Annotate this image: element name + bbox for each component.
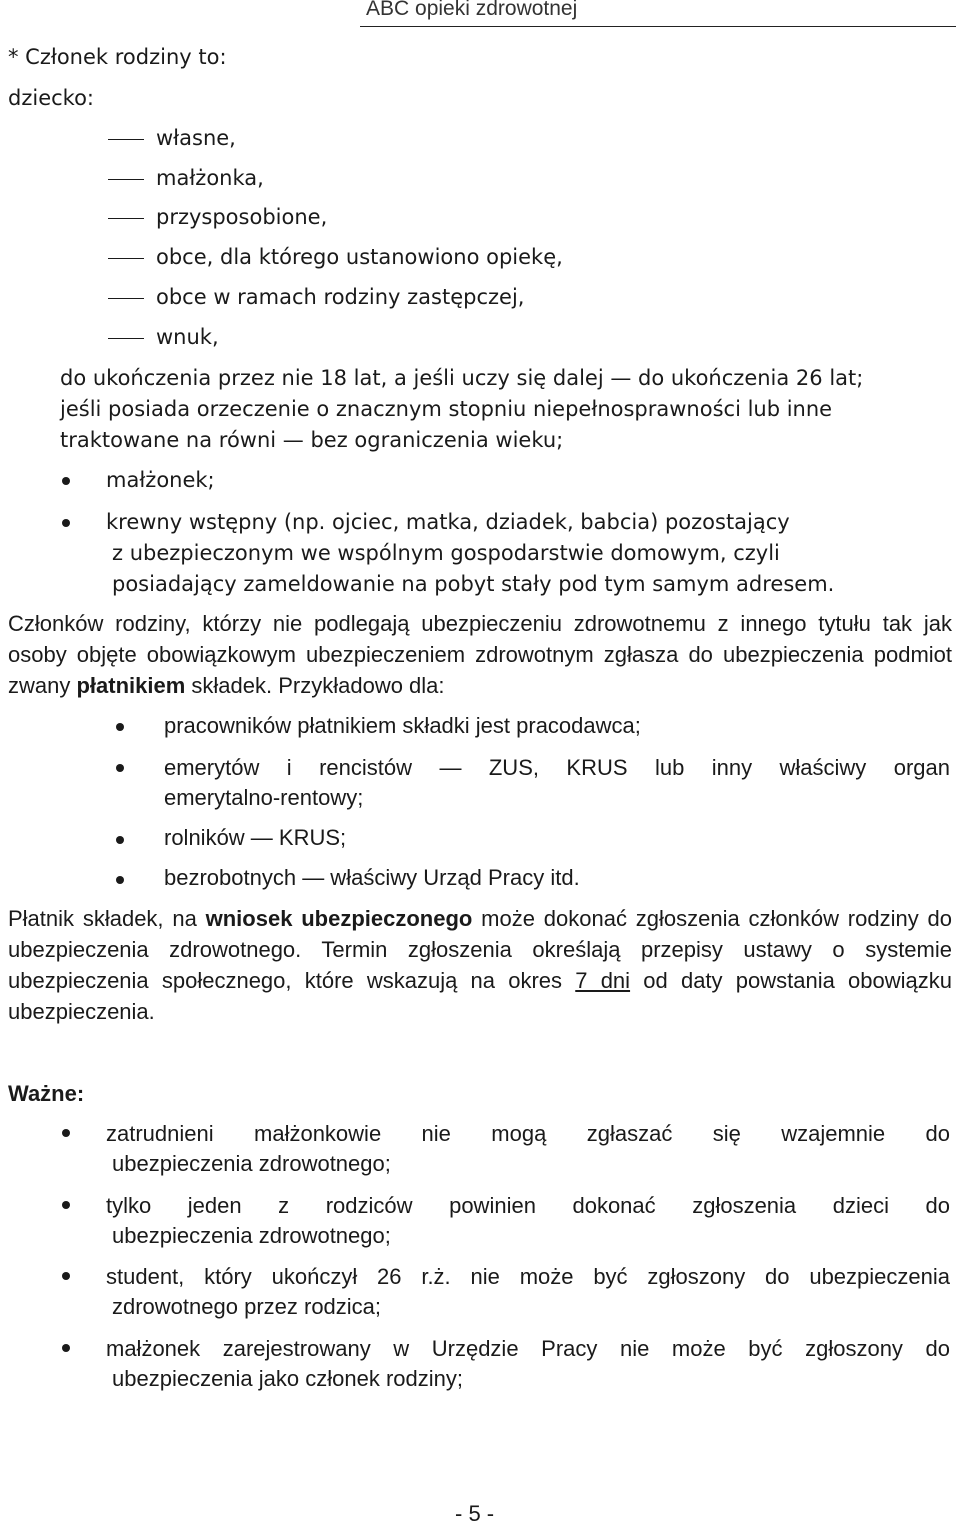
bullet-marker (116, 764, 124, 772)
dash-marker (108, 139, 144, 140)
bullet-marker (62, 1272, 70, 1280)
bullet-marker (62, 1129, 70, 1137)
deadline-paragraph (8, 903, 952, 1027)
paragraph-text: składek. Przykładowo dla: (185, 673, 445, 698)
request-term: wniosek ubezpieczonego (205, 906, 473, 931)
list-item-continued: emerytalno-rentowy; (164, 785, 364, 810)
dash-marker (108, 218, 144, 219)
bullet-marker (62, 519, 70, 527)
bullet-marker (116, 723, 124, 731)
age-text-line: do ukończenia przez nie 18 lat, a jeśli uczy się dalej — do ukończenia 26 lat; (60, 366, 864, 390)
important-heading: Ważne: (8, 1081, 85, 1106)
list-item: emerytów i rencistów — ZUS, KRUS lub inny właściwy organ (164, 755, 950, 780)
list-item: obce, dla którego ustanowiono opiekę, (156, 245, 563, 269)
child-label: dziecko: (8, 86, 94, 110)
list-item: zatrudnieni małżonkowie nie mogą zgłaszać się wzajemnie do (106, 1121, 950, 1146)
list-item: rolników — KRUS; (164, 825, 347, 850)
list-item: obce w ramach rodziny zastępczej, (156, 285, 525, 309)
header-title: ABC opieki zdrowotnej (366, 0, 578, 20)
page-header (360, 0, 956, 27)
dash-marker (108, 179, 144, 180)
list-item-continued: ubezpieczenia zdrowotnego; (112, 1151, 391, 1176)
age-text-line: jeśli posiada orzeczenie o znacznym stopniu niepełnosprawności lub inne (60, 397, 833, 421)
list-item: własne, (156, 126, 236, 150)
payer-paragraph (8, 608, 952, 701)
dash-marker (108, 338, 144, 339)
deadline-days: 7 dni (575, 968, 631, 993)
list-item: przysposobione, (156, 205, 328, 229)
paragraph-text: może dokonać zgłoszenia członków rodziny do ubezpieczenia zdrowotnego. Termin zgłoszenia określają przepisy ustawy o systemie ubezpieczenia społecznego, które wskazują na okres (8, 906, 952, 993)
age-text-line: traktowane na równi — bez ograniczenia wieku; (60, 428, 564, 452)
bullet-marker (116, 836, 124, 844)
payer-term: płatnikiem (76, 673, 186, 698)
list-item-continued: ubezpieczenia jako członek rodziny; (112, 1366, 463, 1391)
dash-marker (108, 258, 144, 259)
list-item-continued: zdrowotnego przez rodzica; (112, 1294, 382, 1319)
paragraph-text: Płatnik składek, na (8, 906, 206, 931)
bullet-marker (116, 876, 124, 884)
member-relative-line: krewny wstępny (np. ojciec, matka, dziadek, babcia) pozostający (106, 510, 790, 534)
list-item: pracowników płatnikiem składki jest pracodawca; (164, 713, 641, 738)
list-item: wnuk, (156, 325, 219, 349)
list-item-continued: ubezpieczenia zdrowotnego; (112, 1223, 391, 1248)
member-relative-line: z ubezpieczonym we wspólnym gospodarstwie domowym, czyli (112, 541, 780, 565)
page-number: - 5 - (455, 1501, 495, 1526)
member-relative-line: posiadający zameldowanie na pobyt stały pod tym samym adresem. (112, 572, 835, 596)
list-item: bezrobotnych — właściwy Urząd Pracy itd. (164, 865, 580, 890)
list-item: małżonek zarejestrowany w Urzędzie Pracy nie może być zgłoszony do (106, 1336, 950, 1361)
bullet-marker (62, 477, 70, 485)
list-item: małżonka, (156, 166, 264, 190)
dash-marker (108, 298, 144, 299)
bullet-marker (62, 1344, 70, 1352)
bullet-marker (62, 1201, 70, 1209)
member-heading: * Członek rodziny to: (8, 45, 227, 69)
paragraph-text: Członków rodziny, którzy nie podlegają ubezpieczeniu zdrowotnemu z innego tytułu tak jak osoby objęte obowiązkowym ubezpieczeniem zdrowotnym zgłasza do ubezpieczenia podmiot zwany (8, 611, 952, 698)
paragraph-text: od daty powstania obowiązku ubezpieczenia. (8, 968, 952, 1024)
list-item: tylko jeden z rodziców powinien dokonać zgłoszenia dzieci do (106, 1193, 950, 1218)
member-spouse: małżonek; (106, 468, 215, 492)
list-item: student, który ukończył 26 r.ż. nie może być zgłoszony do ubezpieczenia (106, 1264, 950, 1289)
